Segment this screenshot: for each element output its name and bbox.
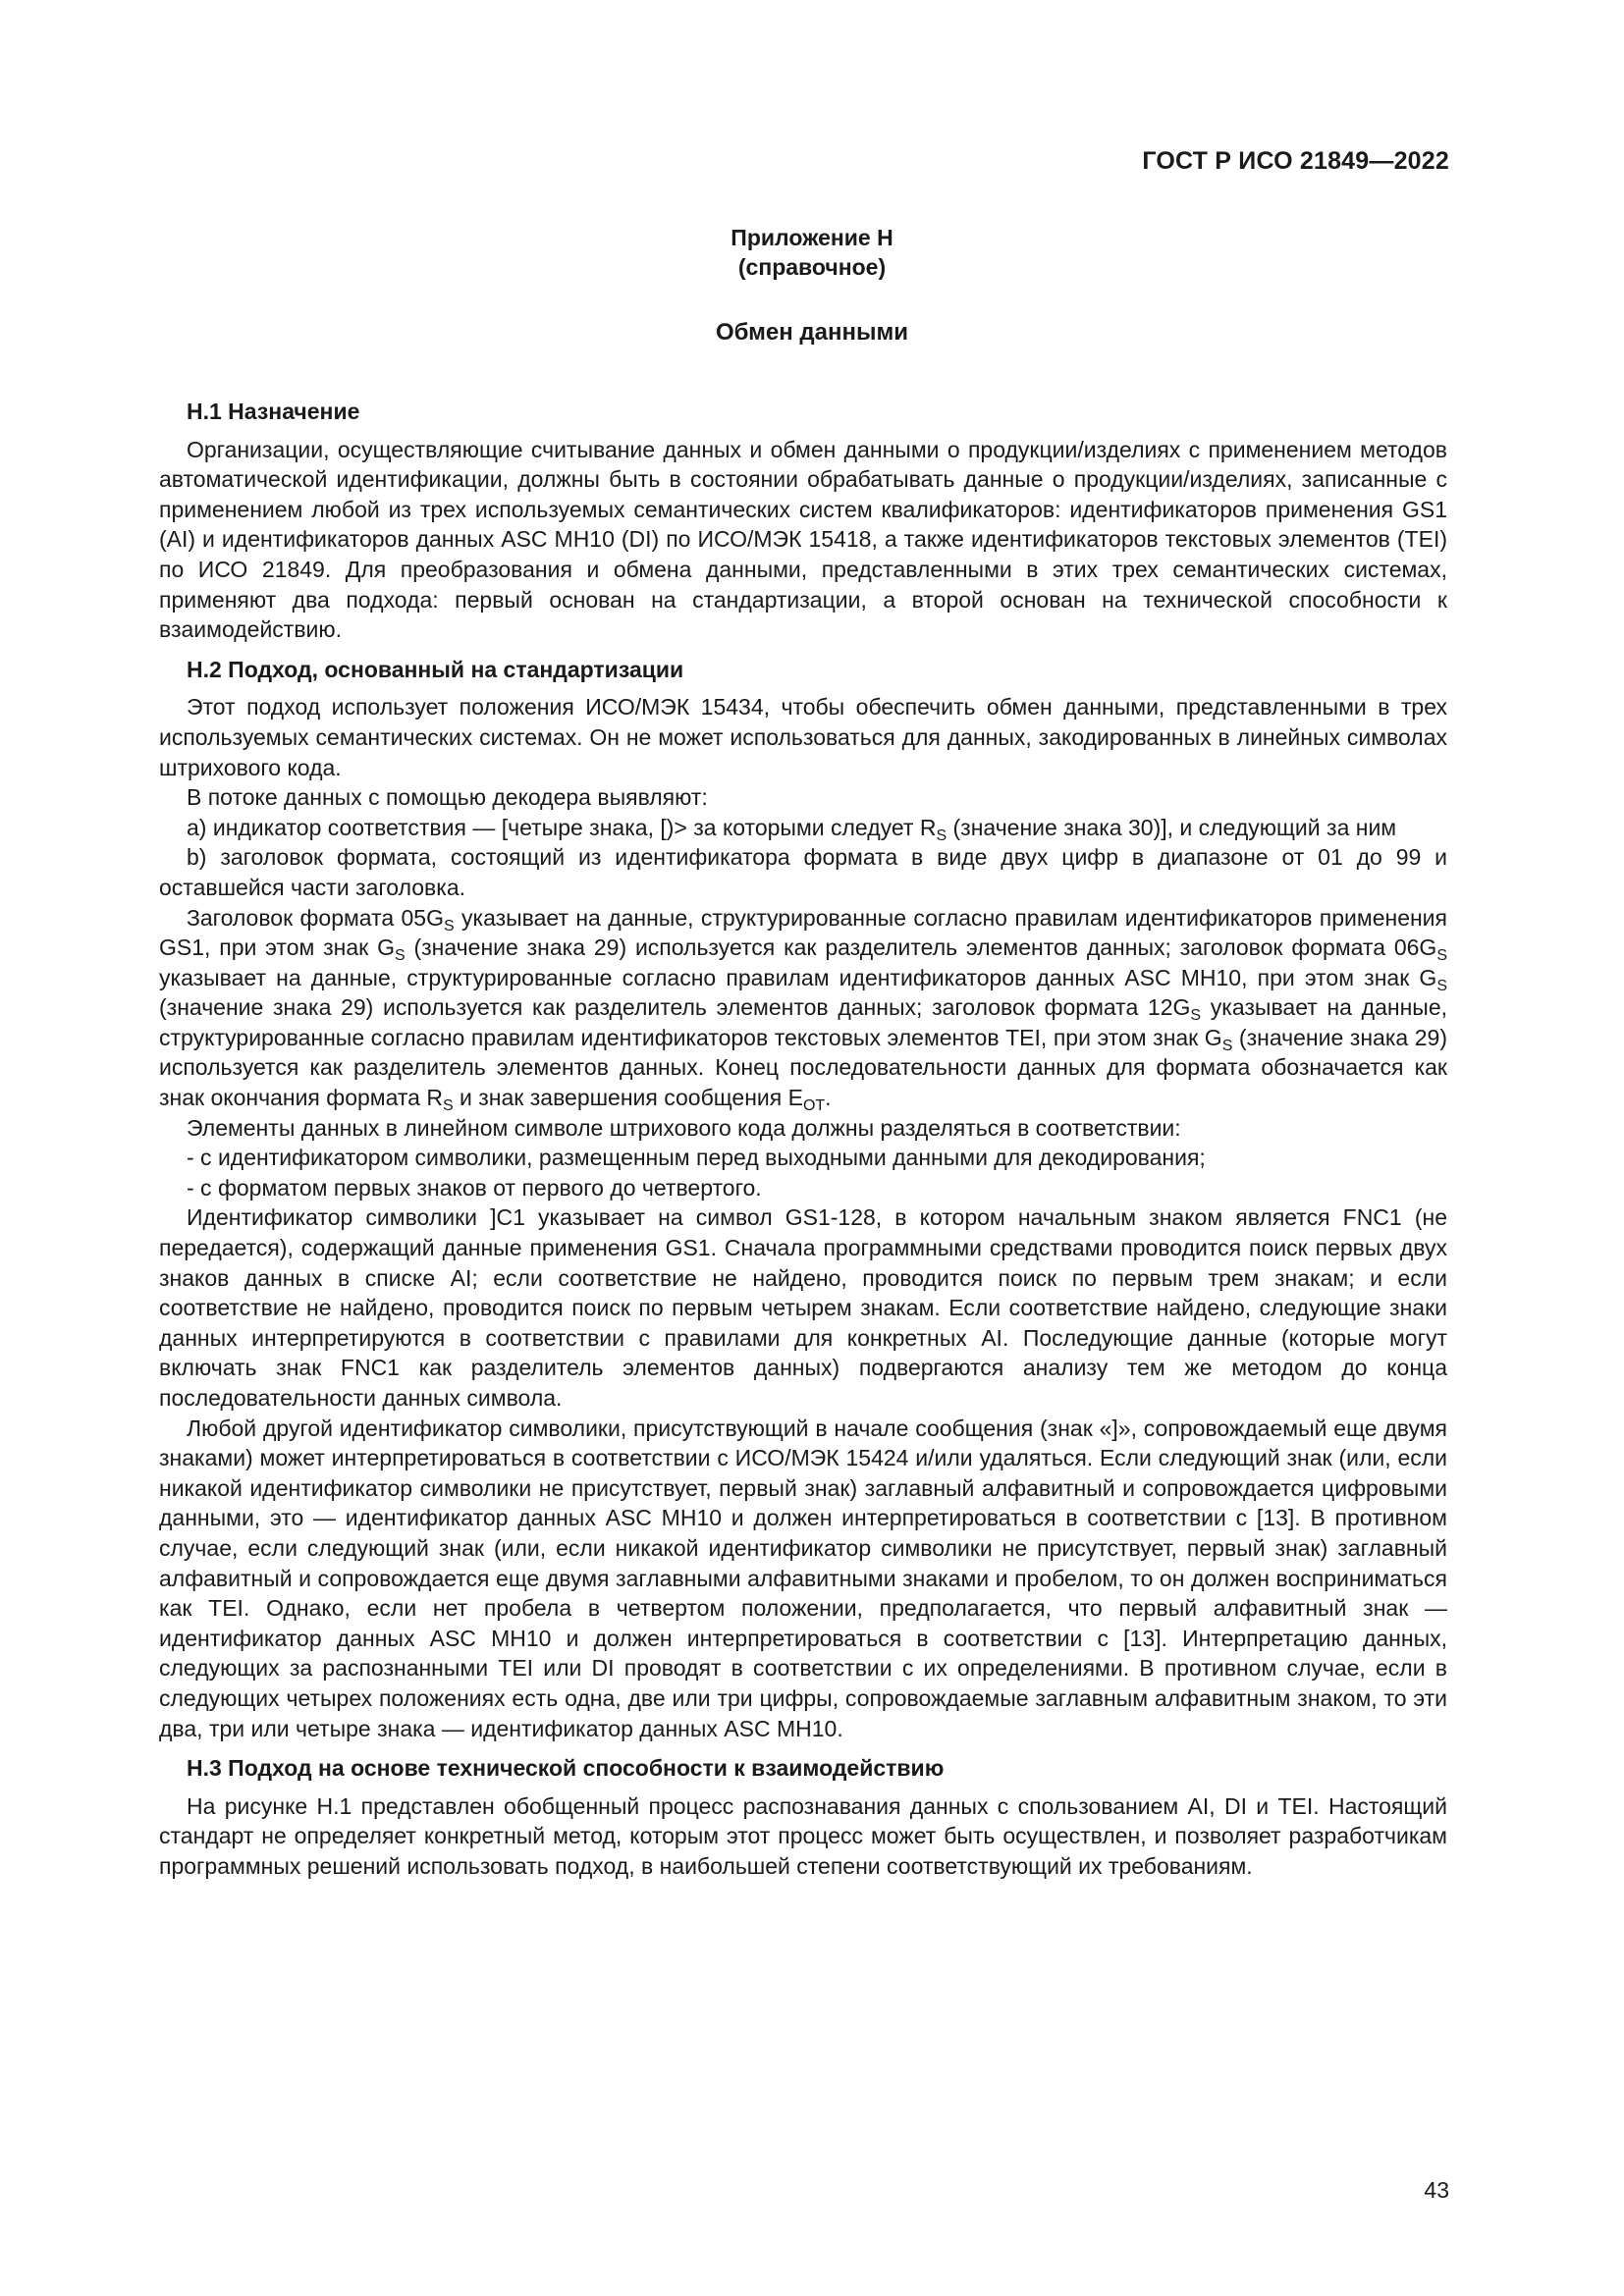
- list-item-a: a) индикатор соответствия — [четыре знака, [)> за которыми следует $R_S$ (значение знака 30)], и следующий за ним: [187, 814, 1397, 844]
- text-segment: (значение знака 29) используется как разделитель элементов данных. Конец последовательности данных для формата обозначается как знак окончания формата R: [159, 1024, 1447, 1111]
- section-title-h3: Н.3 Подход на основе технической способности к взаимодействию: [187, 1755, 945, 1782]
- text-segment: и знак завершения сообщения E: [453, 1085, 803, 1111]
- paragraph: Элементы данных в линейном символе штрихового кода должны разделяться в соответствии:: [187, 1114, 1181, 1141]
- subscript: S: [1221, 1037, 1233, 1054]
- standard-header: ГОСТ Р ИСО 21849—2022: [1142, 147, 1449, 175]
- list-item-b: b) заголовок формата, состоящий из идентификатора формата в виде двух цифр в диапазоне от 01 до 99 и оставшейся части заголовка.: [159, 844, 1447, 900]
- text-segment: указывает на данные, структурированные согласно правилам идентификаторов данных ASC MH10, при этом знак G: [159, 964, 1437, 990]
- paragraph: Любой другой идентификатор символики, присутствующий в начале сообщения (знак «]», сопровождаемый еще двумя знаками) может интерпретироваться в соответствии с ИСО/МЭК 15424 и/или удаляться. Если следующий знак (или, если никакой идентификатор символики не присутствует, первый знак) заглавный алфавитный и сопровождается цифровыми данными, это — идентификатор данных ASC MH10 и должен интерпретироваться в соответствии с [13]. В противном случае, если следующий знак (или, если никакой идентификатор символики не присутствует, первый знак) заглавный алфавитный и сопровождается еще двумя заглавными алфавитными знаками и пробелом, то он должен восприниматься как TEI. Однако, если нет пробела в четвертом положении, предполагается, что первый алфавитный знак — идентификатор данных ASC MH10 и должен интерпретироваться в соответствии с [13]. Интерпретацию данных, следующих за распознанными TEI или DI проводят в соответствии с их определениями. В противном случае, если в следующих четырех положениях есть одна, две или три цифры, сопровождаемые заглавным алфавитным знаком, то эти два, три или четыре знака — идентификатор данных ASC MH10.: [159, 1415, 1447, 1741]
- appendix-label: Приложение Н: [731, 225, 893, 250]
- paragraph: В потоке данных с помощью декодера выявляют:: [187, 784, 708, 811]
- subscript: S: [442, 1097, 454, 1115]
- paragraph: На рисунке Н.1 представлен обобщенный процесс распознавания данных с спользованием AI, DI и TEI. Настоящий стандарт не определяет конкретный метод, которым этот процесс может быть осуществлен, и позволяет разработчикам программных решений использовать подход, в наибольшей степени соответствующий их требованиям.: [159, 1792, 1447, 1879]
- paragraph: Этот подход использует положения ИСО/МЭК 15434, чтобы обеспечить обмен данными, представленными в трех используемых семантических системах. Он не может использоваться для данных, закодированных в линейных символах штрихового кода.: [159, 694, 1447, 780]
- subscript: OT: [802, 1097, 826, 1115]
- text-segment: .: [825, 1085, 832, 1111]
- page-number: 43: [1424, 2177, 1449, 2203]
- paragraph: Идентификатор символики ]C1 указывает на символ GS1-128, в котором начальным знаком является FNC1 (не передается), содержащий данные применения GS1. Сначала программными средствами проводится поиск первых двух знаков данных в списке AI; если соответствие не найдено, проводится поиск по первым трем знакам; и если соответствие не найдено, проводится поиск по первым четырем знакам. Если соответствие найдено, следующие знаки данных интерпретируются в соответствии с правилами для конкретных AI. Последующие данные (которые могут включать знак FNC1 как разделитель элементов данных) подвергаются анализу тем же методом до конца последовательности данных символа.: [159, 1204, 1447, 1411]
- text-segment: Заголовок формата 05G: [187, 904, 444, 931]
- appendix-heading: [0, 223, 1624, 282]
- subscript: S: [1190, 1007, 1202, 1025]
- section-title-h1: Н.1 Назначение: [187, 399, 360, 424]
- page-title: Обмен данными: [715, 319, 909, 346]
- subscript: S: [1436, 977, 1447, 994]
- list-item: - с форматом первых знаков от первого до четвертого.: [187, 1174, 762, 1201]
- paragraph-format-headers: [159, 903, 1447, 1113]
- subscript: S: [394, 947, 406, 965]
- text-segment: (значение знака 29) используется как разделитель элементов данных; заголовок формата 06G: [405, 934, 1437, 961]
- text-segment: указывает на данные, структурированные согласно правилам идентификаторов текстовых элементов TEI, при этом знак G: [159, 994, 1447, 1050]
- section-title-h2: Н.2 Подход, основанный на стандартизации: [187, 656, 684, 682]
- text-segment: указывает на данные, структурированные согласно правилам идентификаторов применения GS1, при этом знак G: [159, 904, 1447, 961]
- list-item: - с идентификатором символики, размещенным перед выходными данными для декодирования;: [187, 1145, 1206, 1171]
- appendix-type: (справочное): [737, 254, 887, 280]
- paragraph: Организации, осуществляющие считывание данных и обмен данными о продукции/изделиях с применением методов автоматической идентификации, должны быть в состоянии обрабатывать данные о продукции/изделиях, записанные с применением любой из трех используемых семантических систем квалификаторов: идентификаторов применения GS1 (AI) и идентификаторов данных ASC MH10 (DI) по ИСО/МЭК 15418, а также идентификаторов текстовых элементов (TEI) по ИСО 21849. Для преобразования и обмена данными, представленными в этих трех семантических системах, применяют два подхода: первый основан на стандартизации, а второй основан на технической способности к взаимодействию.: [159, 436, 1447, 643]
- document-body: [159, 397, 1447, 1882]
- subscript: S: [1436, 947, 1447, 965]
- text-segment: (значение знака 29) используется как разделитель элементов данных; заголовок формата 12G: [159, 994, 1191, 1021]
- subscript: S: [443, 917, 455, 934]
